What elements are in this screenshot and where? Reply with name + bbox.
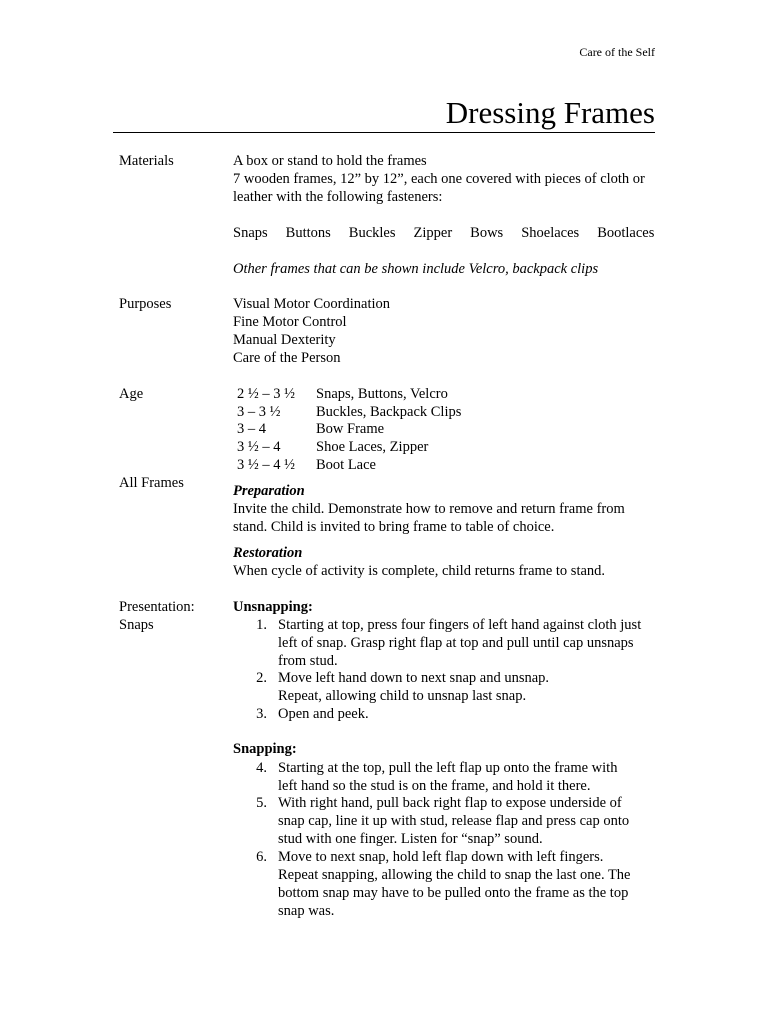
step-line: from stud.	[278, 653, 338, 669]
step-line: Repeat, allowing child to unsnap last snap.	[278, 688, 527, 704]
step-line: left of snap. Grasp right flap at top and pull until cap unsnaps	[278, 635, 634, 651]
preparation-line: Invite the child. Demonstrate how to remove and return frame from	[233, 501, 625, 517]
step-line: snap cap, line it up with stud, release flap and press cap onto	[278, 813, 630, 829]
step-line: stud with one finger. Listen for “snap” sound.	[278, 831, 543, 847]
purpose-item: Care of the Person	[233, 350, 341, 366]
fastener-item: Bootlaces	[597, 225, 655, 241]
step-line: Starting at the top, pull the left flap up onto the frame with	[278, 760, 618, 776]
restoration-line: When cycle of activity is complete, child returns frame to stand.	[233, 563, 606, 579]
step-number: 3.	[256, 706, 267, 722]
purposes-label: Purposes	[119, 296, 172, 312]
fastener-item: Bows	[470, 225, 504, 241]
step-number: 5.	[256, 795, 267, 811]
preparation-line: stand. Child is invited to bring frame to table of choice.	[233, 519, 555, 535]
page-title: Dressing Frames	[445, 95, 655, 130]
title-divider	[113, 132, 655, 133]
purpose-item: Fine Motor Control	[233, 314, 347, 330]
step-number: 2.	[256, 670, 267, 686]
materials-line: 7 wooden frames, 12” by 12”, each one covered with pieces of cloth or	[233, 171, 645, 187]
presentation-label: Presentation:	[119, 599, 195, 615]
fasteners-list	[233, 225, 654, 243]
age-frames: Buckles, Backpack Clips	[316, 404, 462, 420]
unsnapping-heading: Unsnapping:	[233, 599, 313, 615]
step-number: 4.	[256, 760, 267, 776]
fastener-item: Buckles	[348, 225, 396, 241]
step-line: Open and peek.	[278, 706, 369, 722]
purpose-item: Manual Dexterity	[233, 332, 336, 348]
age-range: 2 ½ – 3 ½	[237, 386, 295, 402]
age-range: 3 ½ – 4 ½	[237, 457, 295, 473]
age-frames: Boot Lace	[316, 457, 376, 473]
age-frames: Snaps, Buttons, Velcro	[316, 386, 448, 402]
age-range: 3 – 3 ½	[237, 404, 281, 420]
step-line: Move to next snap, hold left flap down with left fingers.	[278, 849, 604, 865]
restoration-heading: Restoration	[233, 545, 303, 561]
materials-line: A box or stand to hold the frames	[233, 153, 427, 169]
step-number: 1.	[256, 617, 267, 633]
step-number: 6.	[256, 849, 267, 865]
fastener-item: Shoelaces	[521, 225, 580, 241]
preparation-heading: Preparation	[233, 483, 305, 499]
purpose-item: Visual Motor Coordination	[233, 296, 391, 312]
fastener-item: Buttons	[285, 225, 331, 241]
presentation-sublabel: Snaps	[119, 617, 154, 633]
fastener-item: Zipper	[413, 225, 453, 241]
step-line: Starting at top, press four fingers of left hand against cloth just	[278, 617, 642, 633]
fastener-item: Snaps	[233, 225, 268, 241]
materials-label: Materials	[119, 153, 174, 169]
age-frames: Shoe Laces, Zipper	[316, 439, 429, 455]
age-range: 3 ½ – 4	[237, 439, 281, 455]
materials-line: leather with the following fasteners:	[233, 189, 443, 205]
age-range: 3 – 4	[237, 421, 266, 437]
step-line: left hand so the stud is on the frame, and hold it there.	[278, 778, 591, 794]
other-frames-note: Other frames that can be shown include Velcro, backpack clips	[233, 261, 599, 277]
step-line: With right hand, pull back right flap to expose underside of	[278, 795, 622, 811]
age-label: Age	[119, 386, 144, 402]
step-line: Repeat snapping, allowing the child to snap the last one. The	[278, 867, 631, 883]
all-frames-label: All Frames	[119, 475, 184, 491]
snapping-heading: Snapping:	[233, 741, 297, 757]
step-line: bottom snap may have to be pulled onto the frame as the top	[278, 885, 629, 901]
step-line: Move left hand down to next snap and unsnap.	[278, 670, 550, 686]
section-header: Care of the Self	[579, 45, 655, 59]
age-frames: Bow Frame	[316, 421, 385, 437]
step-line: snap was.	[278, 903, 335, 919]
